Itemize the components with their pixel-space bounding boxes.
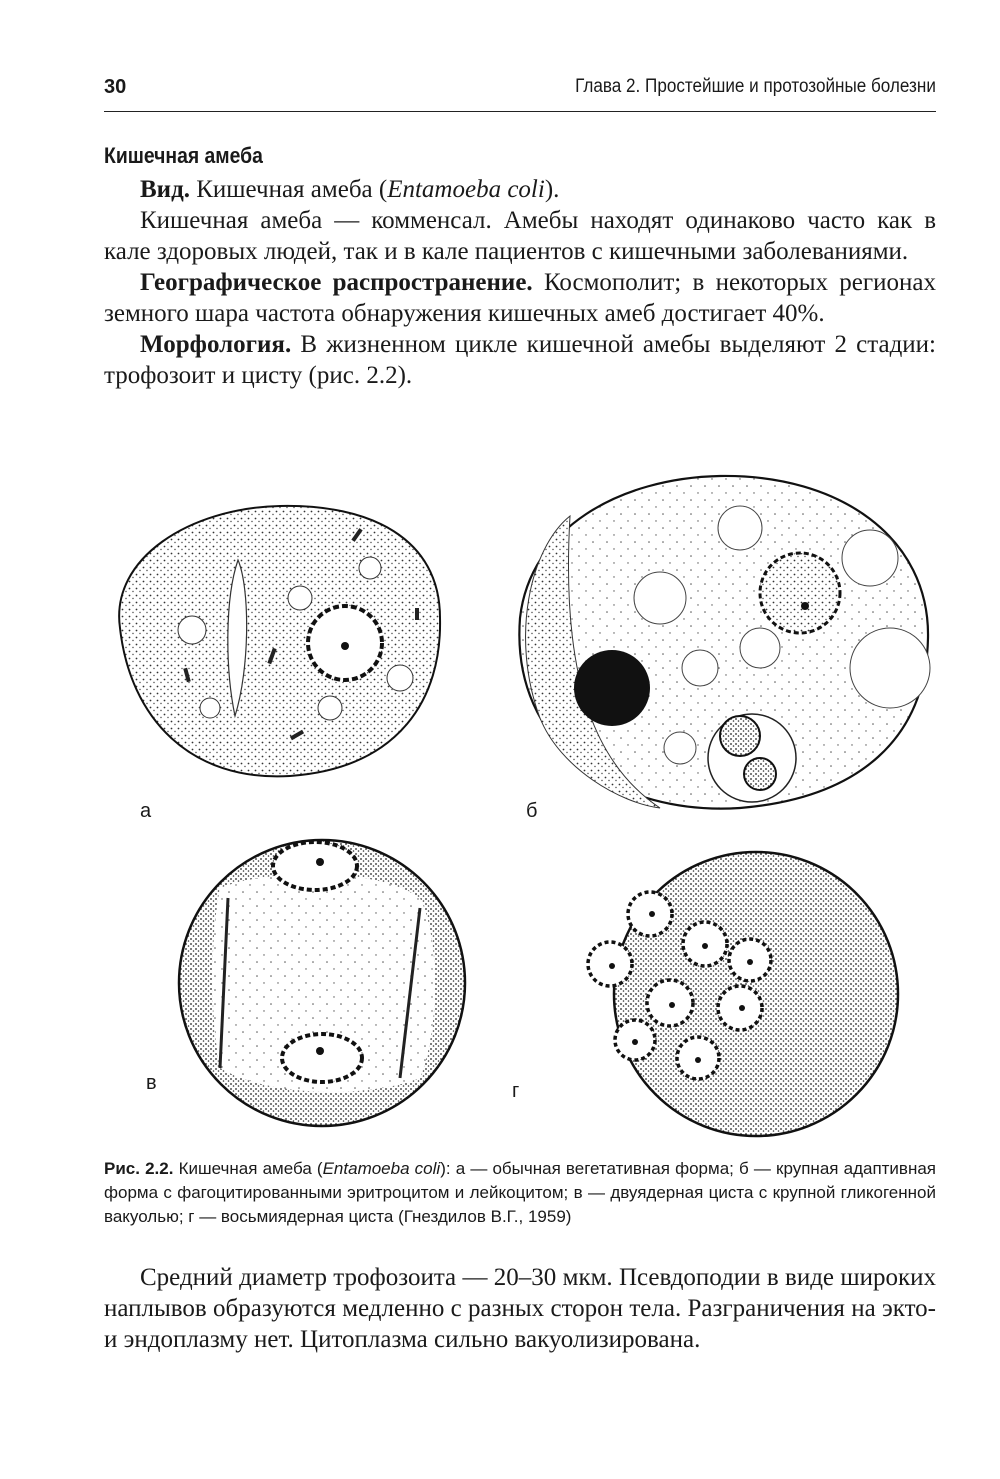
morphology-label: Морфология. <box>140 331 292 358</box>
figure-2-2 <box>100 468 940 1138</box>
paragraph-geography <box>104 267 936 329</box>
caption-text-after: ): а — обычная вегетативная форма; б — крупная адаптивная форма с фагоцитированными эритроцитом и лейкоцитом; в — двуядерная циста с крупной гликогенной вакуолью; г — восьмиядерная циста (Гнездилов В.Г., 1959) <box>104 1159 937 1226</box>
species-latin: Entamoeba coli <box>387 176 545 203</box>
figure-label-g: г <box>512 1080 520 1102</box>
caption-latin: Entamoeba coli <box>322 1159 441 1178</box>
figure-caption <box>104 1157 936 1229</box>
caption-label: Рис. 2.2. <box>104 1159 174 1178</box>
drawing-b-adaptive-form <box>519 476 930 809</box>
geography-label: Географическое распространение. <box>140 269 533 296</box>
paragraph-species <box>104 174 936 205</box>
drawing-v-binucleate-cyst <box>179 840 465 1126</box>
species-end: ). <box>544 176 560 203</box>
figure-label-v: в <box>146 1072 157 1094</box>
body-text-bottom <box>104 1262 936 1355</box>
drawing-a-vegetative-form <box>119 506 440 776</box>
drawing-g-octonucleate-cyst <box>588 852 898 1136</box>
header-rule <box>104 111 936 112</box>
morphology-text: В жизненном цикле кишечной амебы выделяют 2 стадии: трофозоит и цисту (рис. 2.2). <box>104 331 936 389</box>
paragraph-commensal: Кишечная амеба — комменсал. Амебы находят одинаково часто как в кале здоровых людей, так и в кале пациентов с кишечными заболеваниями. <box>104 207 936 265</box>
figure-label-a: а <box>140 800 152 822</box>
page-header <box>104 76 936 106</box>
body-text-top <box>104 174 936 391</box>
running-title: Глава 2. Простейшие и протозойные болезни <box>575 76 936 97</box>
geography-text: Космополит; в некоторых регионах земного шара частота обнаружения кишечных амеб достигает 40%. <box>104 269 937 327</box>
caption-text-before: Кишечная амеба ( <box>173 1159 323 1178</box>
species-text: Кишечная амеба ( <box>189 176 388 203</box>
species-label: Вид. <box>140 176 190 203</box>
paragraph-trophozoite: Средний диаметр трофозоита — 20–30 мкм. Псевдоподии в виде широких наплывов образуются медленно с разных сторон тела. Разграничения на экто- и эндоплазму нет. Цитоплазма сильно вакуолизирована. <box>104 1264 936 1353</box>
amoeba-illustration <box>100 468 940 1138</box>
paragraph-morphology <box>104 329 936 391</box>
section-title: Кишечная амеба <box>104 143 263 168</box>
figure-label-b: б <box>526 800 538 822</box>
page-number: 30 <box>104 76 127 98</box>
